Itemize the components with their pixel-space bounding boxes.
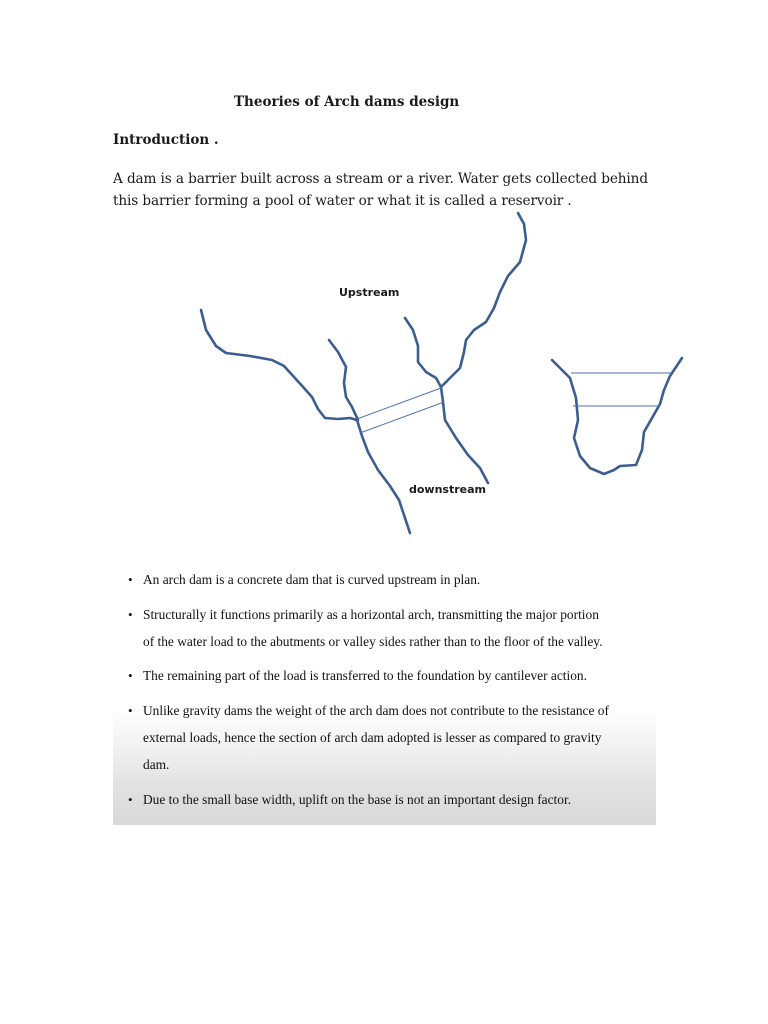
bullet-marker: • [128, 703, 133, 718]
section-heading: Introduction . [113, 132, 219, 148]
upstream-label: Upstream [339, 286, 400, 299]
bullet-list-panel [113, 560, 656, 825]
right-inner-bank-line [405, 318, 441, 387]
dam-sketch-diagram [0, 200, 768, 545]
intro-line: A dam is a barrier built across a stream or a river. Water gets collected behind [113, 171, 648, 187]
valley-section-line [552, 358, 682, 474]
bullet-marker: • [128, 572, 133, 587]
bullet-text: An arch dam is a concrete dam that is curved upstream in plan. [143, 572, 481, 587]
left-bank-line [201, 310, 410, 533]
bullet-marker: • [128, 607, 133, 622]
intro-line: this barrier forming a pool of water or what it is called a reservoir . [113, 193, 572, 209]
right-bank-line [441, 213, 526, 483]
bullet-text: Structurally it functions primarily as a horizontal arch, transmitting the major portion of the water load to the abutments or valley sides rather than to the floor of the valley. [143, 607, 603, 649]
bullet-text: Due to the small base width, uplift on the base is not an important design factor. [143, 792, 572, 807]
bullet-text: The remaining part of the load is transferred to the foundation by cantilever action. [143, 668, 587, 683]
document-title: Theories of Arch dams design [234, 94, 460, 110]
bullet-text: Unlike gravity dams the weight of the arch dam does not contribute to the resistance of external loads, hence the section of arch dam adopted is lesser as compared to gravity dam. [143, 703, 609, 772]
dam-upstream-face-line [357, 388, 441, 419]
bullet-marker: • [128, 792, 133, 807]
left-inner-bank-line [329, 340, 358, 420]
bullet-marker: • [128, 668, 133, 683]
dam-downstream-face-line [360, 402, 444, 433]
downstream-label: downstream [409, 483, 486, 496]
dam-sketch-svg [0, 200, 768, 545]
